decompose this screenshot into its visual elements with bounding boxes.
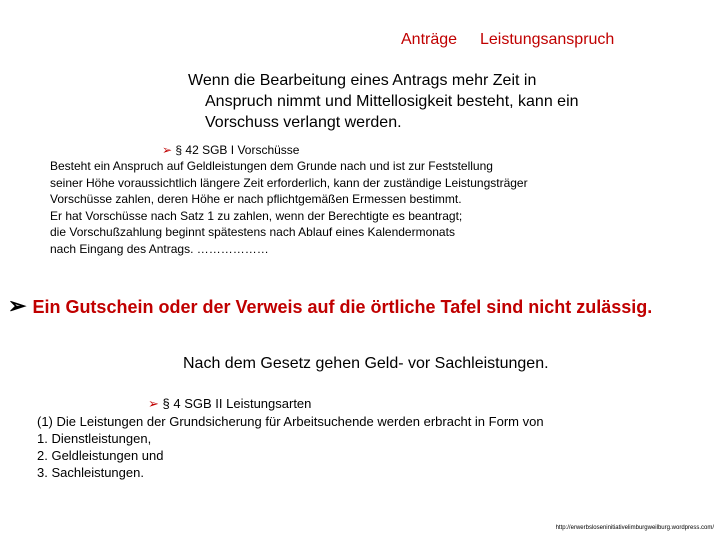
law1-line: die Vorschußzahlung beginnt spätestens nach Ablauf eines Kalendermonats [50,225,455,239]
law2-heading-text: § 4 SGB II Leistungsarten [162,396,312,411]
arrowhead-bullet-icon: ➢ [162,143,173,157]
intro-line-1: Wenn die Bearbeitung eines Antrags mehr Zeit in [188,72,537,89]
law2-line: (1) Die Leistungen der Grundsicherung für Arbeitsuchende werden erbracht in Form von [37,414,544,429]
law1-body [50,158,650,257]
law2-body [37,413,544,481]
law2-line: 1. Dienstleistungen, [37,431,152,446]
header-right [480,31,614,49]
law2-line: 3. Sachleistungen. [37,465,144,480]
intro-line-3: Vorschuss verlangt werden. [205,114,402,131]
principle-statement: Nach dem Gesetz gehen Geld- vor Sachleistungen. [183,355,549,372]
header [401,31,457,49]
header-antraege: Anträge [401,31,458,48]
law1-line: nach Eingang des Antrags. ……………… [50,241,269,256]
emphasis-statement [8,293,720,319]
footer-url: http://erwerbsloseninitiativelimburgweilburg.wordpress.com/ [555,525,714,531]
intro-paragraph [188,70,648,133]
emphasis-text: Ein Gutschein oder der Verweis auf die örtliche Tafel sind nicht zulässig. [32,297,653,317]
law1-line: Vorschüsse zahlen, deren Höhe er nach pflichtgemäßen Ermessen bestimmt. [50,192,462,206]
law1-line: Er hat Vorschüsse nach Satz 1 zu zahlen, wenn der Berechtigte es beantragt; [50,208,463,223]
law1-line: seiner Höhe voraussichtlich längere Zeit erforderlich, kann der zuständige Leistungsträger [50,175,528,190]
arrowhead-bullet-icon: ➢ [148,396,159,411]
law2-line: 2. Geldleistungen und [37,448,164,463]
law2-heading [148,396,311,412]
law1-line: Besteht ein Anspruch auf Geldleistungen dem Grunde nach und ist zur Feststellung [50,159,493,173]
intro-line-2: Anspruch nimmt und Mittellosigkeit besteht, kann ein [205,93,579,110]
arrowhead-bullet-icon: ➢ [8,293,27,318]
law1-heading [162,143,299,158]
law1-heading-text: § 42 SGB I Vorschüsse [175,143,300,157]
header-leistungsanspruch: Leistungsanspruch [480,31,615,48]
